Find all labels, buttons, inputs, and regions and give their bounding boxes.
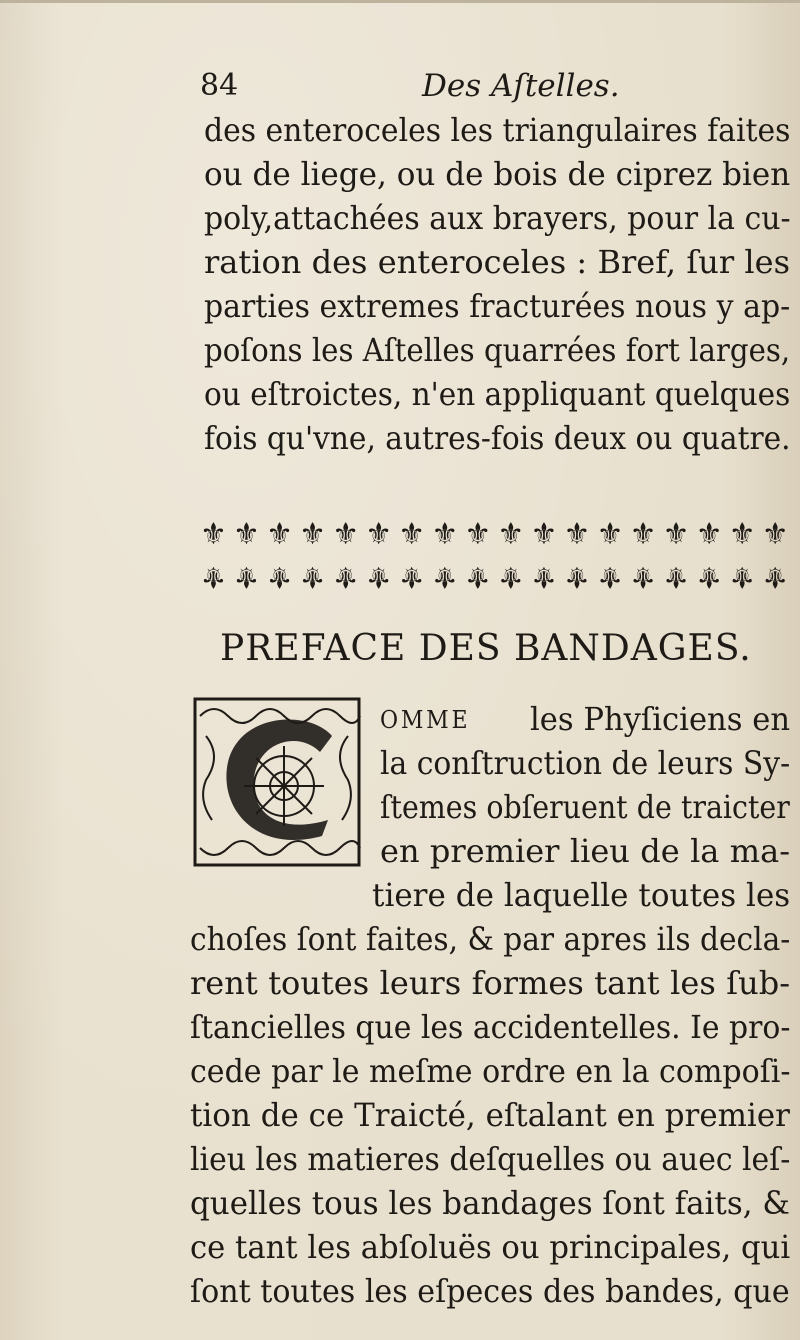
fleur-de-lis-icon: ⚜ (299, 516, 327, 552)
text-line: ou de liege, ou de bois de ciprez bien (204, 155, 791, 193)
fleur-de-lis-icon: ⚜ (728, 558, 756, 594)
page-number: 84 (200, 68, 239, 103)
text-line: ſtemes obſeruent de traicter (380, 788, 790, 826)
fleur-de-lis-icon: ⚜ (464, 516, 492, 552)
fleur-de-lis-icon: ⚜ (233, 558, 260, 594)
text-line: choſes ſont faites, & par apres ils decla- (190, 920, 791, 958)
fleur-de-lis-icon: ⚜ (233, 516, 260, 552)
text-line: cede par le meſme ordre en la compoſi- (190, 1052, 791, 1090)
running-head (200, 66, 640, 106)
text-line: ſont toutes les eſpeces des bandes, que (190, 1272, 790, 1310)
fleur-de-lis-icon: ⚜ (497, 516, 525, 552)
text-line: en premier lieu de la ma- (380, 832, 790, 870)
text-line: ou eſtroictes, n'en appliquant quelques (204, 375, 791, 413)
fleur-de-lis-icon: ⚜ (728, 516, 756, 552)
fleur-de-lis-icon: ⚜ (761, 558, 789, 594)
fleur-de-lis-icon: ⚜ (530, 558, 558, 594)
fleur-de-lis-icon: ⚜ (398, 516, 426, 552)
fleur-de-lis-icon: ⚜ (530, 516, 558, 552)
text-line: parties extremes fracturées nous y ap- (204, 287, 791, 325)
decorated-initial-c-icon (192, 696, 362, 868)
fleur-de-lis-icon: ⚜ (200, 558, 227, 594)
text-line: rent toutes leurs formes tant les ſub- (190, 964, 790, 1002)
text-line: fois qu'vne, autres-fois deux ou quatre. (204, 419, 791, 457)
fleur-de-lis-icon: ⚜ (662, 558, 690, 594)
text-line: poſons les Aſtelles quarrées fort larges, (204, 331, 791, 369)
fleur-de-lis-icon: ⚜ (629, 558, 657, 594)
fleur-de-lis-icon: ⚜ (299, 558, 327, 594)
fleur-de-lis-icon: ⚜ (365, 516, 393, 552)
fleur-de-lis-icon: ⚜ (365, 558, 393, 594)
fleur-de-lis-icon: ⚜ (266, 516, 293, 552)
text-line: tion de ce Traicté, eſtalant en premier (190, 1096, 790, 1134)
fleur-de-lis-icon: ⚜ (431, 516, 459, 552)
text-line: lieu les matieres deſquelles ou auec leſ- (190, 1140, 791, 1178)
fleur-de-lis-icon: ⚜ (596, 516, 624, 552)
fleur-de-lis-icon: ⚜ (266, 558, 293, 594)
fleuron-ornament-band (200, 515, 788, 553)
page-top-edge (0, 0, 800, 3)
text-line: la conſtruction de leurs Sy- (380, 744, 791, 782)
text-line: poly,attachées aux brayers, pour la cu- (204, 199, 791, 237)
fleur-de-lis-icon: ⚜ (398, 558, 426, 594)
fleur-de-lis-icon: ⚜ (332, 558, 360, 594)
fleur-de-lis-icon: ⚜ (662, 516, 690, 552)
fleur-de-lis-icon: ⚜ (761, 516, 789, 552)
fleur-de-lis-icon: ⚜ (563, 516, 591, 552)
fleur-de-lis-icon: ⚜ (596, 558, 624, 594)
text-line: des enteroceles les triangulaires faites (204, 111, 791, 149)
text-line: tiere de laquelle toutes les (372, 876, 791, 914)
fleur-de-lis-icon: ⚜ (695, 516, 723, 552)
text-line: ſtancielles que les accidentelles. Ie pro- (190, 1008, 791, 1046)
text-line: les Phyſiciens en (530, 700, 791, 738)
section-title: PREFACE DES BANDAGES. (220, 628, 752, 669)
text-line: ce tant les abſoluës ou principales, qui (190, 1228, 791, 1266)
fleur-de-lis-icon: ⚜ (695, 558, 723, 594)
first-word-smallcaps: OMME (380, 706, 471, 734)
running-title: Des Aſtelles. (422, 68, 620, 104)
fleur-de-lis-icon: ⚜ (332, 516, 360, 552)
text-line: ration des enteroceles : Bref, ſur les (204, 243, 790, 281)
text-line: quelles tous les bandages ſont faits, & (190, 1184, 790, 1222)
fleur-de-lis-icon: ⚜ (497, 558, 525, 594)
fleur-de-lis-icon: ⚜ (563, 558, 591, 594)
fleuron-ornament-band (200, 557, 788, 595)
fleur-de-lis-icon: ⚜ (200, 516, 227, 552)
fleur-de-lis-icon: ⚜ (464, 558, 492, 594)
fleur-de-lis-icon: ⚜ (431, 558, 459, 594)
fleur-de-lis-icon: ⚜ (629, 516, 657, 552)
